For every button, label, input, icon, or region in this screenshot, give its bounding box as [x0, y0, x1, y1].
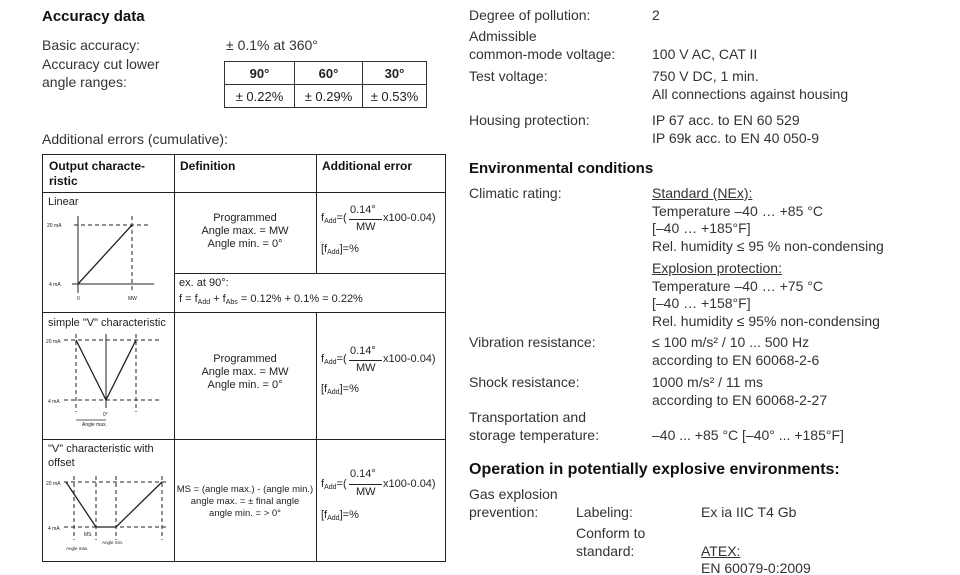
- row2-def-programmed: Programmed: [213, 353, 277, 365]
- v-offset-angle-max-label: Angle max.: [66, 546, 89, 551]
- housing-protection-value-line1: IP 67 acc. to EN 60 529: [652, 112, 800, 128]
- row1-formula-f: f: [321, 212, 325, 224]
- operation-explosive-heading: Operation in potentially explosive environments:: [469, 461, 840, 478]
- basic-accuracy-label: Basic accuracy:: [42, 37, 141, 53]
- cut-value-30: ± 0.53%: [363, 85, 427, 108]
- vibration-resistance-value-line1: ≤ 100 m/s² / 10 ... 500 Hz: [652, 334, 810, 350]
- row3-def-angle-max: angle max. = ± final angle: [190, 496, 300, 507]
- housing-protection-label: Housing protection:: [469, 112, 590, 128]
- row1-unit-close: ]=%: [339, 243, 359, 255]
- row1-def-angle-max: Angle max. = MW: [201, 225, 289, 237]
- explosion-temperature: Temperature –40 … +75 °C: [652, 278, 823, 294]
- vibration-resistance-value-line2: according to EN 60068-2-6: [652, 352, 820, 368]
- standard-nex-heading: Standard (NEx):: [652, 185, 753, 201]
- row-simple-v-title: simple "V" characteristic: [48, 317, 166, 329]
- row2-formula-eq: =(: [336, 353, 347, 365]
- linear-mw-label: MW: [128, 296, 137, 302]
- example-heading: ex. at 90°:: [179, 277, 229, 289]
- gas-explosion-label-line1: Gas explosion: [469, 486, 558, 502]
- linear-4ma-label: 4 mA: [49, 282, 61, 288]
- row2-formula-num: 0.14°: [350, 345, 376, 357]
- row2-formula-tail: x100-0.04): [383, 353, 436, 365]
- example-sub-add: Add: [197, 299, 211, 306]
- row2-unit-close: ]=%: [339, 383, 359, 395]
- accuracy-cut-value-row: [225, 85, 427, 108]
- row3-def-angle-min: angle min. = > 0°: [209, 508, 281, 519]
- row-v-offset-title-line2: offset: [48, 457, 75, 469]
- row1-definition: [176, 212, 314, 251]
- cut-header-60: 60°: [295, 62, 363, 85]
- linear-20ma-label: 20 mA: [47, 223, 62, 229]
- row1-formula-eq: =(: [336, 212, 347, 224]
- test-voltage-label: Test voltage:: [469, 68, 548, 84]
- shock-resistance-label: Shock resistance:: [469, 374, 580, 390]
- gas-explosion-label-line2: prevention:: [469, 504, 539, 520]
- test-voltage-value-line1: 750 V DC, 1 min.: [652, 68, 759, 84]
- atex-heading: ATEX:: [701, 543, 741, 559]
- row3-formula-tail: x100-0.04): [383, 478, 436, 490]
- pollution-label: Degree of pollution:: [469, 7, 591, 23]
- row1-formula-num: 0.14°: [350, 204, 376, 216]
- transport-label-line2: storage temperature:: [469, 427, 599, 443]
- row3-formula-f: f: [321, 478, 325, 490]
- conform-label-line1: Conform to: [576, 525, 646, 541]
- row2-formula-sub: Add: [324, 359, 337, 366]
- accuracy-cut-label-line1: Accuracy cut lower: [42, 56, 160, 72]
- v-offset-characteristic-plot: [44, 470, 172, 558]
- example-plus: + f: [210, 293, 226, 305]
- environmental-conditions-heading: Environmental conditions: [469, 160, 654, 177]
- simple-v-angle-max-label: Angle max.: [82, 422, 108, 428]
- col-definition-header: Definition: [180, 159, 236, 173]
- shock-resistance-value-line1: 1000 m/s² / 11 ms: [652, 374, 764, 390]
- row2-formula-den: MW: [356, 362, 376, 374]
- row2-unit-open: [f: [321, 383, 328, 395]
- row-v-offset-title-line1: "V" characteristic with: [48, 443, 154, 455]
- cut-header-90: 90°: [225, 62, 295, 85]
- conform-label-line2: standard:: [576, 543, 635, 559]
- cut-header-30: 30°: [363, 62, 427, 85]
- linear-characteristic-plot: [44, 208, 172, 308]
- v-offset-4ma-label: 4 mA: [48, 526, 60, 532]
- row3-formula-num: 0.14°: [350, 468, 376, 480]
- shock-resistance-value-line2: according to EN 60068-2-27: [652, 392, 828, 408]
- pollution-value: 2: [652, 7, 660, 23]
- linear-0-label: 0: [77, 296, 80, 302]
- row2-definition: [176, 353, 314, 392]
- explosion-humidity: Rel. humidity ≤ 95% non-condensing: [652, 313, 880, 329]
- test-voltage-value-line2: All connections against housing: [652, 86, 849, 102]
- simple-v-20ma-label: 20 mA: [46, 339, 61, 345]
- accuracy-cut-header-row: [225, 62, 427, 85]
- example-sub-abs: Abs: [225, 299, 238, 306]
- row2-unit-sub: Add: [327, 389, 340, 396]
- accuracy-cut-label-line2: angle ranges:: [42, 74, 127, 90]
- accuracy-cut-table: [224, 61, 427, 108]
- row3-formula-eq: =(: [336, 478, 347, 490]
- common-mode-label-line1: Admissible: [469, 28, 537, 44]
- atex-value: EN 60079-0:2009: [701, 560, 811, 575]
- housing-protection-value-line2: IP 69k acc. to EN 40 050-9: [652, 130, 820, 146]
- common-mode-label-line2: common-mode voltage:: [469, 46, 616, 62]
- row1-unit-sub: Add: [327, 249, 340, 256]
- row3-definition: [176, 484, 314, 520]
- example-rest: = 0.12% + 0.1% = 0.22%: [237, 293, 363, 305]
- simple-v-4ma-label: 4 mA: [48, 399, 60, 405]
- transport-label-line1: Transportation and: [469, 409, 586, 425]
- vibration-resistance-label: Vibration resistance:: [469, 334, 596, 350]
- row2-def-angle-max: Angle max. = MW: [201, 366, 289, 378]
- row1-def-angle-min: Angle min. = 0°: [207, 238, 283, 250]
- row3-unit-sub: Add: [327, 515, 340, 522]
- labeling-value: Ex ia IIC T4 Gb: [701, 504, 797, 520]
- row2-def-angle-min: Angle min. = 0°: [207, 379, 283, 391]
- standard-humidity: Rel. humidity ≤ 95 % non-condensing: [652, 238, 884, 254]
- transport-value: –40 ... +85 °C [–40° ... +185°F]: [652, 427, 844, 443]
- col-output-header-line1: Output characte-: [49, 159, 146, 173]
- accuracy-data-heading: Accuracy data: [42, 8, 145, 25]
- explosion-temperature-f: [–40 … +158°F]: [652, 295, 751, 311]
- v-offset-angle-min-label: Angle min.: [102, 540, 124, 545]
- simple-v-characteristic-plot: [44, 330, 172, 436]
- row1-formula-tail: x100-0.04): [383, 212, 436, 224]
- cut-value-60: ± 0.29%: [295, 85, 363, 108]
- example-formula: [179, 293, 363, 306]
- row3-formula-den: MW: [356, 486, 376, 498]
- climatic-rating-label: Climatic rating:: [469, 185, 562, 201]
- cut-value-90: ± 0.22%: [225, 85, 295, 108]
- row2-formula-f: f: [321, 353, 325, 365]
- additional-errors-label: Additional errors (cumulative):: [42, 131, 228, 147]
- common-mode-value: 100 V AC, CAT II: [652, 46, 758, 62]
- row1-formula-sub: Add: [324, 218, 337, 225]
- col-output-header-line2: ristic: [49, 174, 78, 188]
- row1-def-programmed: Programmed: [213, 212, 277, 224]
- row3-unit-open: [f: [321, 509, 328, 521]
- explosion-protection-heading: Explosion protection:: [652, 260, 782, 276]
- v-offset-ms-label: MS: [84, 532, 92, 538]
- row3-def-ms: MS = (angle max.) - (angle min.): [176, 484, 314, 495]
- basic-accuracy-value: ± 0.1% at 360°: [226, 37, 318, 53]
- row-linear-title: Linear: [48, 196, 79, 208]
- row1-formula-den: MW: [356, 221, 376, 233]
- col-additional-error-header: Additional error: [322, 159, 413, 173]
- example-f: f = f: [179, 293, 198, 305]
- standard-temperature: Temperature –40 … +85 °C: [652, 203, 823, 219]
- simple-v-0deg-label: 0°: [103, 412, 108, 418]
- v-offset-20ma-label: 20 mA: [46, 481, 61, 487]
- row3-unit-close: ]=%: [339, 509, 359, 521]
- row3-formula-sub: Add: [324, 484, 337, 491]
- labeling-label: Labeling:: [576, 504, 633, 520]
- row1-unit-open: [f: [321, 243, 328, 255]
- standard-temperature-f: [–40 … +185°F]: [652, 220, 751, 236]
